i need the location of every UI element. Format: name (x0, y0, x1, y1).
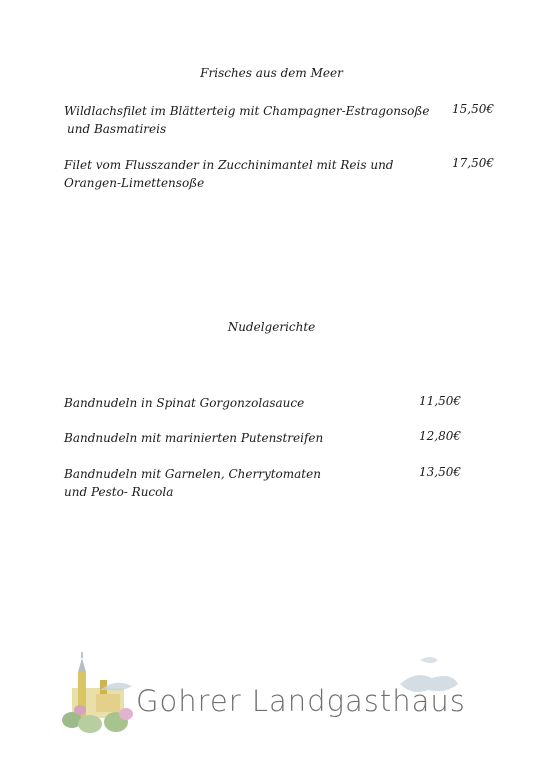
menu-item-line: Bandnudeln mit Garnelen, Cherrytomaten (64, 467, 321, 481)
menu-item-line: Orangen-Limettensoße (64, 176, 205, 190)
menu-item-wildlachs (64, 102, 429, 138)
menu-item-price: 15,50€ (452, 102, 494, 116)
menu-item-puten (64, 429, 323, 447)
menu-item-zander (64, 156, 393, 192)
section-title-meer: Frisches aus dem Meer (200, 66, 343, 80)
menu-item-price: 17,50€ (452, 156, 494, 170)
menu-item-garnelen (64, 465, 321, 501)
menu-item-line: Wildlachsfilet im Blätterteig mit Champagner-Estragonsoße (64, 104, 430, 118)
menu-item-price: 11,50€ (419, 394, 461, 408)
menu-item-spinat (64, 394, 304, 412)
menu-item-price: 12,80€ (419, 429, 461, 443)
menu-item-price: 13,50€ (419, 465, 461, 479)
menu-item-line: und Pesto- Rucola (64, 485, 174, 499)
menu-item-line: Bandnudeln mit marinierten Putenstreifen (64, 431, 324, 445)
menu-item-line: und Basmatireis (67, 122, 167, 136)
brand-logo-text: Gohrer Landgasthaus (136, 684, 466, 718)
menu-item-line: Filet vom Flusszander in Zucchinimantel mit Reis und (64, 158, 394, 172)
menu-item-line: Bandnudeln in Spinat Gorgonzolasauce (64, 396, 305, 410)
section-title-nudel: Nudelgerichte (227, 320, 316, 334)
